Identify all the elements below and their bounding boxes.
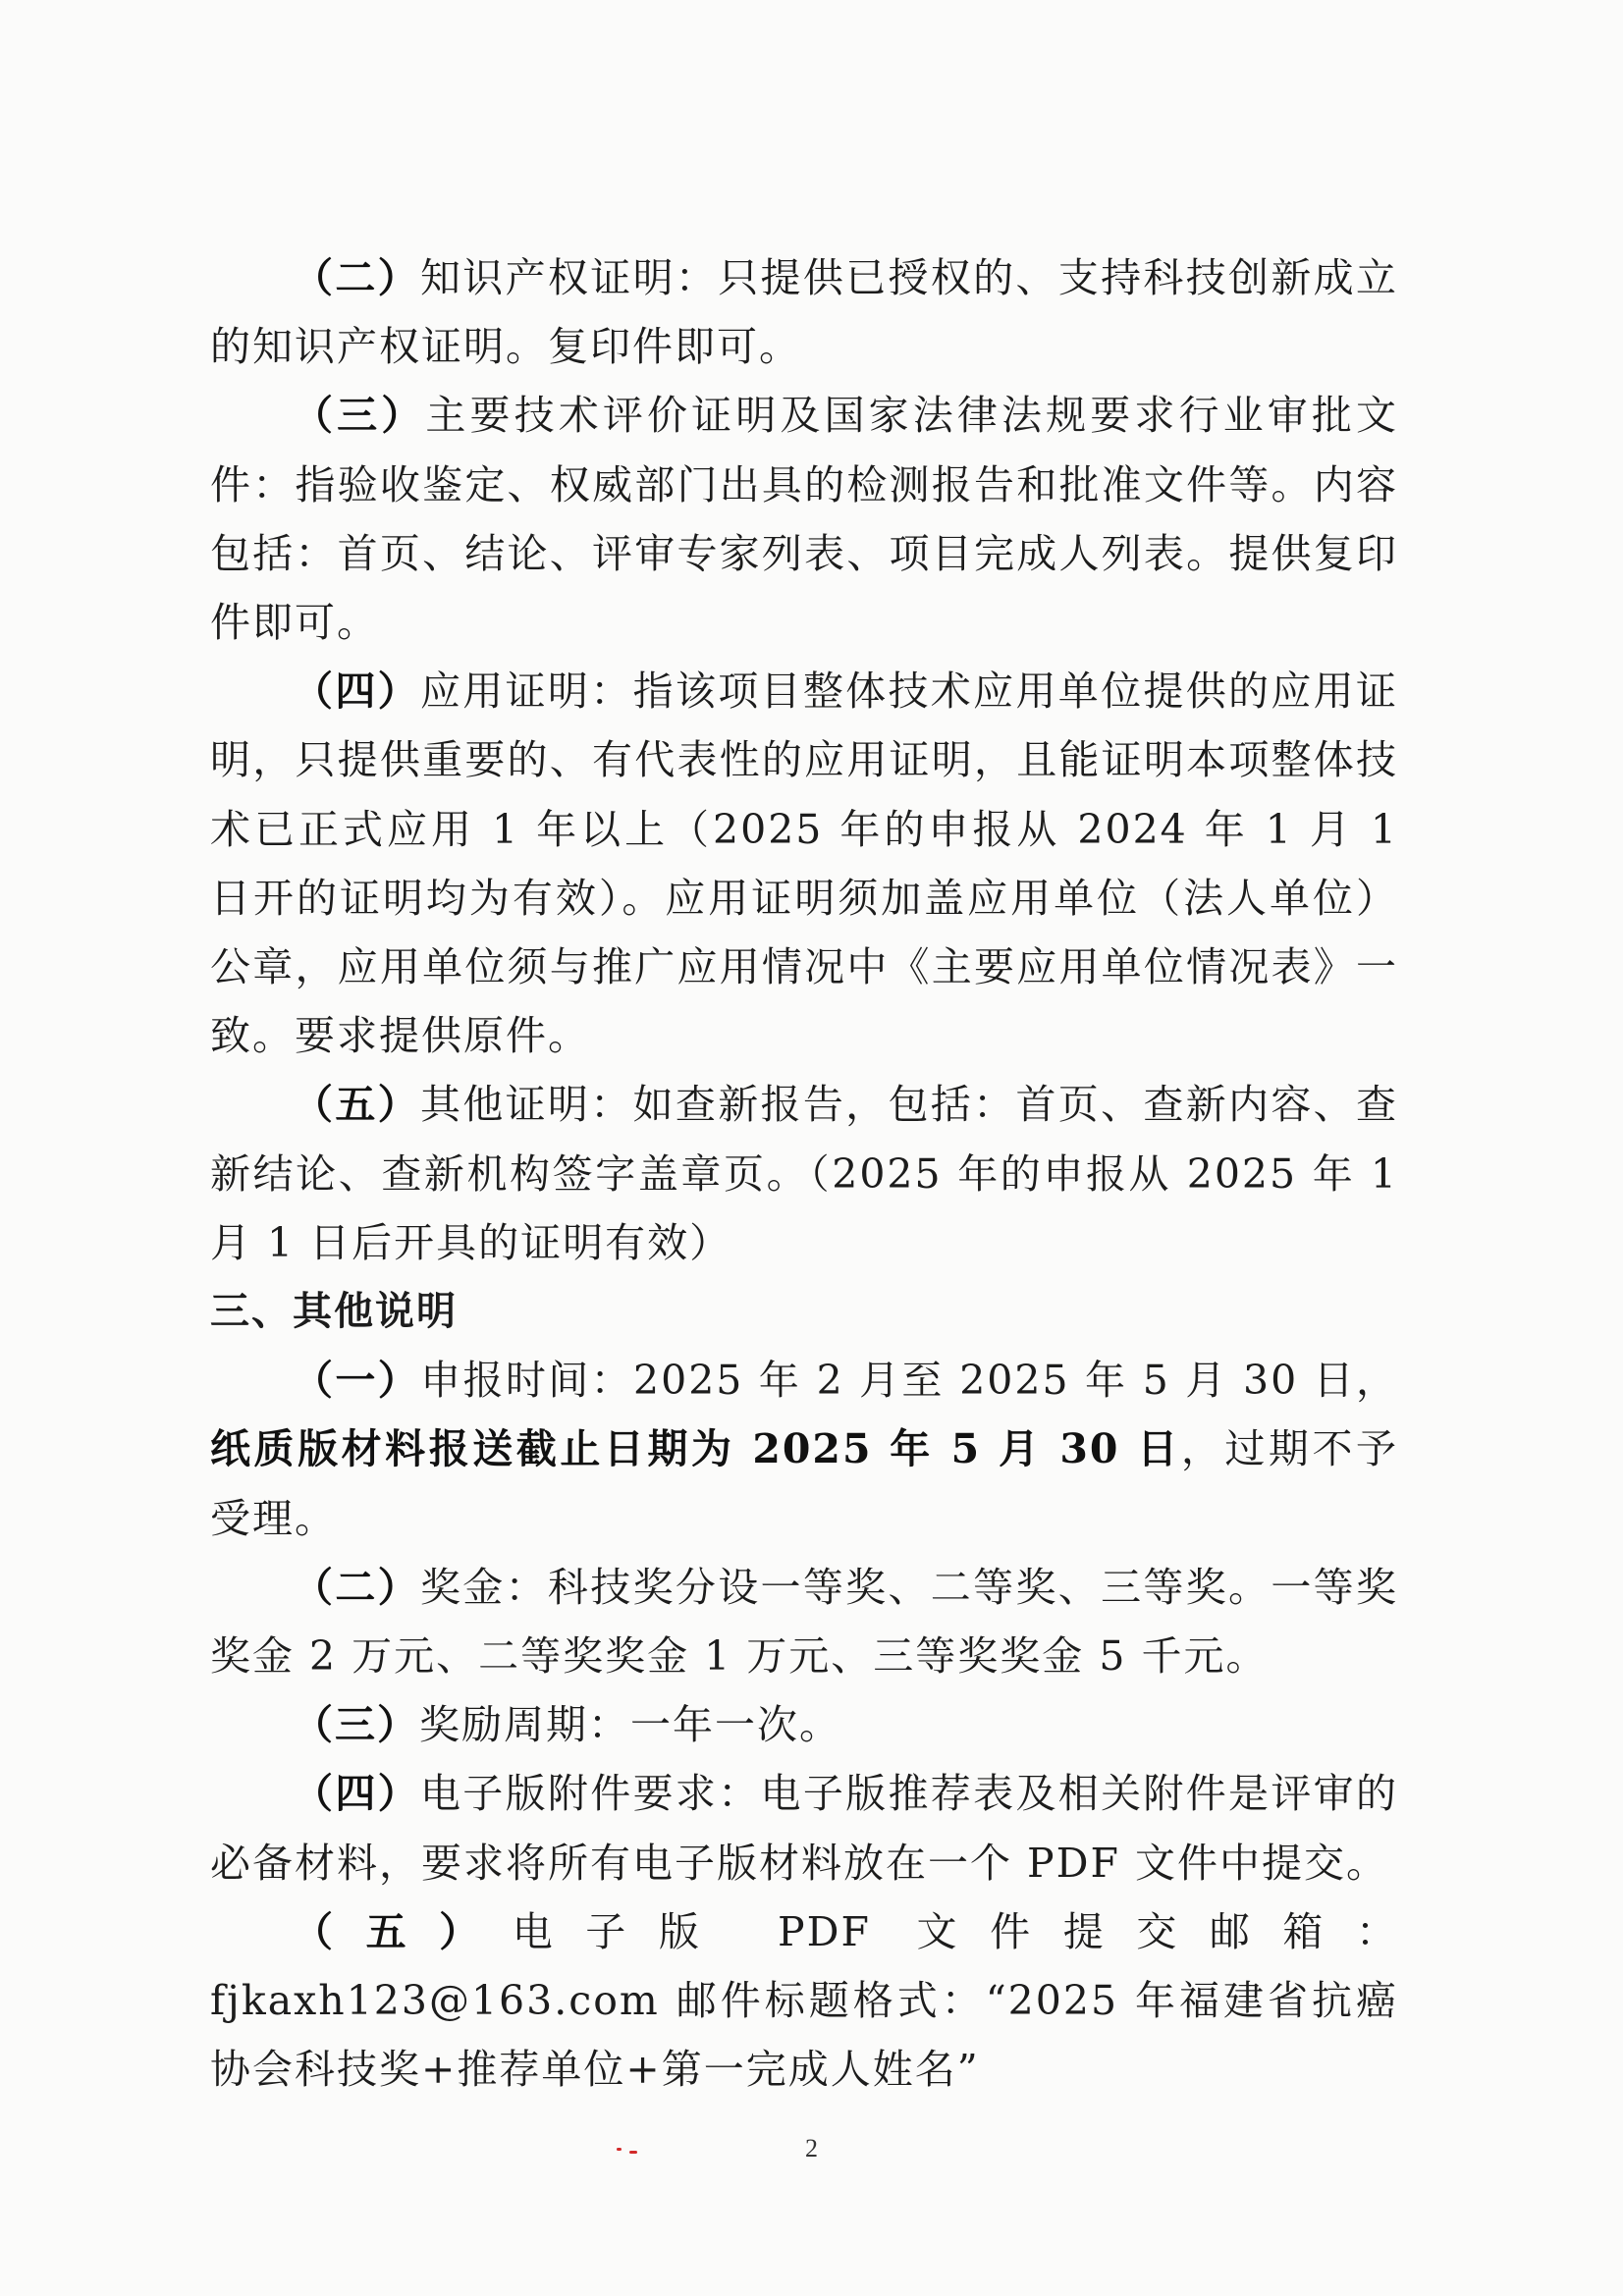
paragraph-text: 奖励周期：一年一次。 xyxy=(419,1701,841,1749)
paragraph-text: 申报时间：2025 年 2 月至 2025 年 5 月 30 日， xyxy=(420,1357,1398,1405)
paragraph-application-period xyxy=(210,1346,1398,1553)
paragraph-label: （五） xyxy=(293,1907,513,1955)
document-body xyxy=(210,243,1398,2104)
page-number: 2 xyxy=(805,2134,818,2163)
paragraph-application-proof xyxy=(210,657,1398,1070)
paragraph-label: （五） xyxy=(293,1081,420,1129)
paragraph-label: （四） xyxy=(293,667,420,716)
paragraph-label: （四） xyxy=(293,1770,420,1818)
paragraph-text: 电子版 PDF 文件提交邮箱：fjkaxh123@163.com 邮件标题格式：“2025 年福建省抗癌协会科技奖+推荐单位+第一完成人姓名” xyxy=(210,1907,1398,2094)
paragraph-label: （二） xyxy=(293,1563,420,1611)
paragraph-electronic-attachments xyxy=(210,1759,1398,1896)
paragraph-label: （二） xyxy=(293,254,420,301)
deadline-emphasis: 纸质版材料报送截止日期为 2025 年 5 月 30 日 xyxy=(210,1425,1181,1473)
paragraph-text: 知识产权证明：只提供已授权的、支持科技创新成立的知识产权证明。复印件即可。 xyxy=(210,254,1399,371)
paragraph-technical-evaluation xyxy=(210,381,1398,657)
paragraph-text: 其他证明：如查新报告，包括：首页、查新内容、查新结论、查新机构签字盖章页。（2025 年的申报从 2025 年 1 月 1 日后开具的证明有效） xyxy=(210,1081,1399,1266)
paragraph-label: （三） xyxy=(293,1701,419,1749)
paragraph-text: 奖金：科技奖分设一等奖、二等奖、三等奖。一等奖奖金 2 万元、二等奖奖金 1 万元、三等奖奖金 5 千元。 xyxy=(210,1563,1399,1681)
paragraph-prize-money xyxy=(210,1553,1398,1690)
paragraph-other-proof xyxy=(210,1070,1398,1277)
section-heading-other-notes: 三、其他说明 xyxy=(210,1289,458,1335)
paragraph-award-cycle xyxy=(210,1690,1398,1759)
paragraph-text: 主要技术评价证明及国家法律法规要求行业审批文件：指验收鉴定、权威部门出具的检测报告和批准文件等。内容包括：首页、结论、评审专家列表、项目完成人列表。提供复印件即可。 xyxy=(210,392,1398,647)
paragraph-ip-proof xyxy=(210,243,1398,381)
paragraph-label: （三） xyxy=(293,392,426,440)
paragraph-text: 应用证明：指该项目整体技术应用单位提供的应用证明，只提供重要的、有代表性的应用证明，且能证明本项整体技术已正式应用 1 年以上（2025 年的申报从 2024 年 1 月 1 日开的证明均为有效）。应用证明须加盖应用单位（法人单位）公章，应用单位须与推广应用情况中《主要应用单位情况表》一致。要求提供原件。 xyxy=(210,667,1399,1060)
paragraph-label: （一） xyxy=(293,1357,421,1405)
paragraph-submission-email xyxy=(210,1897,1398,2105)
paragraph-text-tail: ，过期不予受理。 xyxy=(210,1425,1398,1542)
paragraph-text: 电子版附件要求：电子版推荐表及相关附件是评审的必备材料，要求将所有电子版材料放在一个 PDF 文件中提交。 xyxy=(210,1770,1399,1887)
